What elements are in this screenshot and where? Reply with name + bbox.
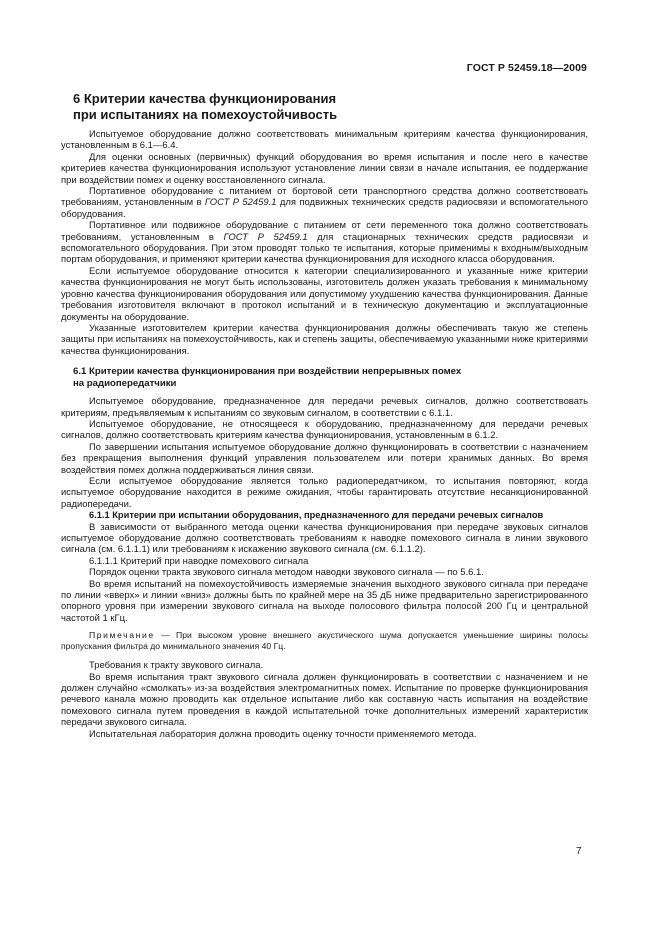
paragraph: Испытательная лаборатория должна проводить оценку точности применяемого метода.	[89, 728, 477, 740]
subsection-6-1-1-1-title: 6.1.1.1 Критерий при наводке помехового сигнала	[89, 555, 309, 567]
paragraph: Во время испытания тракт звукового сигнала должен функционировать в соответствии с назначением и не должен случайно «смолкать» из-за воздействия электромагнитных помех. Испытание по проверке функционирования речевого канала можно проводить как отдельное испытание либо как составную часть испытания на воздействие помехового сигнала путем проведения в каждой испытательной точке дополнительных измерений характеристик передачи звукового сигнала.	[61, 671, 588, 729]
paragraph: Если испытуемое оборудование является только радиопередатчиком, то испытания повторяют, когда испытуемое оборудование находится в режиме ожидания, чтобы гарантировать отсутствие несанкционированной радиопередачи.	[61, 475, 588, 510]
paragraph: Испытуемое оборудование, не относящееся к оборудованию, предназначенному для передачи речевых сигналов, должно соответствовать критериям качества функционирования, установленным в 6.1.2.	[61, 418, 588, 442]
paragraph: Испытуемое оборудование, предназначенное для передачи речевых сигналов, должно соответствовать критериям, предъявляемым к испытаниям со звуковым сигналом, в соответствии с 6.1.1.	[61, 396, 588, 419]
section-6-1-1-title: 6.1.1 Критерии при испытании оборудования, предназначенного для передачи речевых сигналов	[89, 510, 544, 521]
paragraph: Требования к тракту звукового сигнала.	[89, 660, 264, 672]
paragraph: Для оценки основных (первичных) функций оборудования во время испытания и после него в качестве критериев качества функционирования используют установление линии связи в начале испытания, ее поддержание при воздействии помех и оценку восстановленного сигнала.	[61, 151, 588, 186]
section-6-title: 6 Критерии качества функционирования при испытаниях на помехоустойчивость	[73, 91, 338, 122]
standard-header: ГОСТ Р 52459.18—2009	[466, 62, 587, 74]
standard-reference: ГОСТ Р 52459.1	[204, 197, 277, 209]
paragraph: В зависимости от выбранного метода оценки качества функционирования при передаче звуковых сигналов испытуемое оборудование должно соответствовать требованиям к наводке помехового сигнала в линии звукового сигнала (см. 6.1.1.1) или требованиям к искажению звукового сигнала (см. 6.1.1.2).	[61, 521, 588, 556]
page-content	[61, 91, 588, 740]
section-6-1-title: 6.1 Критерии качества функционирования при воздействии непрерывных помех на радиопередатчики	[73, 366, 462, 390]
note: Примечание — При высоком уровне внешнего акустического шума допускается уменьшение ширины полосы пропускания фильтра до минимального значения 40 Гц.	[61, 630, 588, 652]
paragraph: Порядок оценки тракта звукового сигнала методом наводки звукового сигнала — по 5.6.1.	[89, 567, 484, 579]
paragraph: По завершении испытания испытуемое оборудование должно функционировать в соответствии с назначением без прекращения выполнения функций управления пользователем или потери хранимых данных. Во время воздействия помех должна поддерживаться линия связи.	[61, 441, 588, 476]
paragraph: Во время испытаний на помехоустойчивость измеряемые значения выходного звукового сигнала при передаче по линии «вверх» и линии «вниз» должны быть по крайней мере на 35 дБ ниже предварительно зарегистрированного опорного уровня при измерении звукового сигнала на выходе полосового фильтра полосой 200 Гц и центральной частотой 1 кГц.	[61, 578, 588, 624]
paragraph: Испытуемое оборудование должно соответствовать минимальным критериям качества функционирования, установленным в 6.1—6.4.	[61, 129, 588, 152]
paragraph: Портативное оборудование с питанием от бортовой сети транспортного средства должно соответствовать требованиям, установленным в ГОСТ Р 52459.1 для подвижных технических средств радиосвязи и вспомогательного оборудования.	[61, 186, 588, 220]
paragraph: Портативное или подвижное оборудование с питанием от сети переменного тока должно соответствовать требованиям, установленным в ГОСТ Р 52459.1 для стационарных технических средств радиосвязи и вспомогательного оборудования. При этом проводят только те испытания, которые применимы к входным/выходным портам оборудования, и применяют критерии качества функционирования для исходного класса оборудования.	[61, 220, 588, 266]
note-label: Примечание	[89, 630, 155, 641]
standard-reference: ГОСТ Р 52459.1	[223, 231, 308, 243]
page-number: 7	[576, 846, 582, 857]
paragraph: Если испытуемое оборудование относится к категории специализированного и указанные ниже критерии качества функционирования не могут быть использованы, изготовитель должен указать требования к минимальному уровню качества функционирования оборудования или допустимому ухудшению качества функционирования. Данные требования изготовителя включают в протокол испытаний и в техническую документацию и эксплуатационные документы на оборудование.	[61, 265, 588, 323]
paragraph: Указанные изготовителем критерии качества функционирования должны обеспечивать такую же степень защиты при испытаниях на помехоустойчивость, как и степень защиты, обеспечиваемую указанными ниже критериями качества функционирования.	[61, 322, 588, 357]
